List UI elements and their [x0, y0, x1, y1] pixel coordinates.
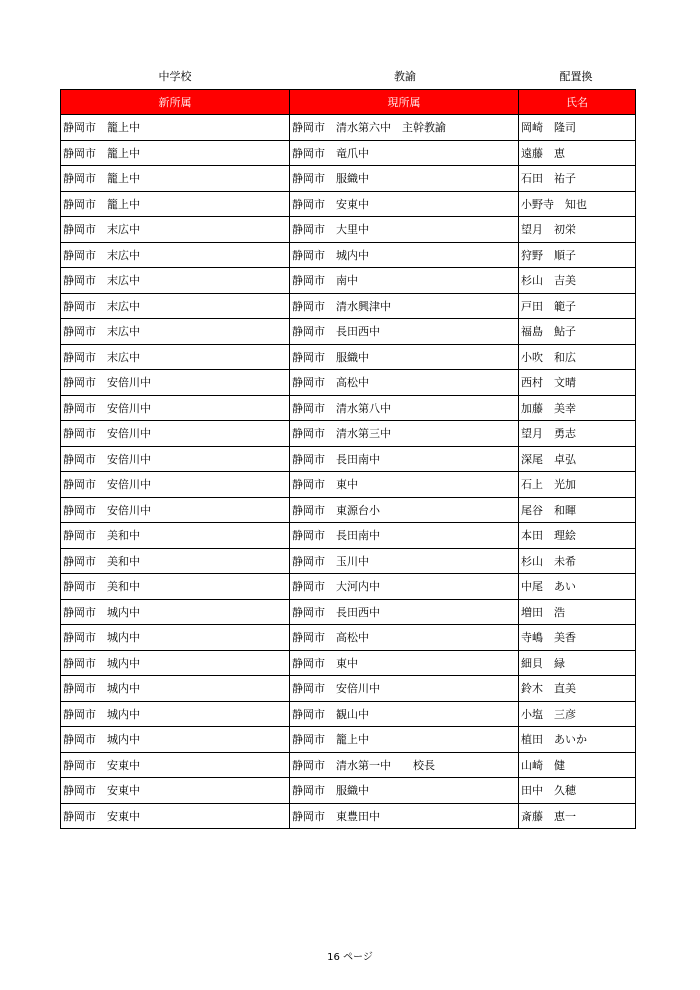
current-assignment-cell: 静岡市 東中 [290, 650, 519, 676]
name-cell: 杉山 吉美 [519, 268, 636, 294]
table-row [61, 115, 636, 141]
current-assignment-cell: 静岡市 長田西中 [290, 599, 519, 625]
new-assignment-cell: 静岡市 安倍川中 [61, 446, 290, 472]
name-cell: 西村 文晴 [519, 370, 636, 396]
current-assignment-cell: 静岡市 南中 [290, 268, 519, 294]
name-cell: 小野寺 知也 [519, 191, 636, 217]
new-assignment-cell: 静岡市 籠上中 [61, 140, 290, 166]
table-row [61, 523, 636, 549]
new-assignment-cell: 静岡市 末広中 [61, 242, 290, 268]
current-assignment-cell: 静岡市 清水第六中 主幹教諭 [290, 115, 519, 141]
table-row [61, 191, 636, 217]
table-row [61, 548, 636, 574]
table-row [61, 395, 636, 421]
current-assignment-cell: 静岡市 服織中 [290, 344, 519, 370]
name-cell: 細貝 緑 [519, 650, 636, 676]
new-assignment-cell: 静岡市 城内中 [61, 650, 290, 676]
table-row [61, 242, 636, 268]
table-row [61, 701, 636, 727]
new-assignment-cell: 静岡市 美和中 [61, 523, 290, 549]
table-row [61, 574, 636, 600]
current-assignment-cell: 静岡市 観山中 [290, 701, 519, 727]
name-cell: 寺嶋 美香 [519, 625, 636, 651]
new-assignment-cell: 静岡市 末広中 [61, 344, 290, 370]
new-assignment-cell: 静岡市 安倍川中 [61, 421, 290, 447]
new-assignment-cell: 静岡市 籠上中 [61, 191, 290, 217]
new-assignment-cell: 静岡市 城内中 [61, 701, 290, 727]
name-cell: 岡崎 隆司 [519, 115, 636, 141]
new-assignment-cell: 静岡市 安東中 [61, 803, 290, 829]
name-cell: 小吹 和広 [519, 344, 636, 370]
current-assignment-cell: 静岡市 東源台小 [290, 497, 519, 523]
new-assignment-cell: 静岡市 美和中 [61, 548, 290, 574]
current-assignment-cell: 静岡市 清水第三中 [290, 421, 519, 447]
name-cell: 本田 理絵 [519, 523, 636, 549]
current-assignment-cell: 静岡市 清水興津中 [290, 293, 519, 319]
current-assignment-cell: 静岡市 高松中 [290, 370, 519, 396]
name-cell: 戸田 範子 [519, 293, 636, 319]
new-assignment-cell: 静岡市 城内中 [61, 625, 290, 651]
name-cell: 中尾 あい [519, 574, 636, 600]
table-row [61, 166, 636, 192]
name-cell: 鈴木 直美 [519, 676, 636, 702]
current-assignment-cell: 静岡市 服織中 [290, 166, 519, 192]
name-cell: 小塩 三彦 [519, 701, 636, 727]
table-row [61, 752, 636, 778]
table-row [61, 599, 636, 625]
current-assignment-cell: 静岡市 大河内中 [290, 574, 519, 600]
current-assignment-cell: 静岡市 長田南中 [290, 446, 519, 472]
new-assignment-cell: 静岡市 安東中 [61, 778, 290, 804]
new-assignment-cell: 静岡市 籠上中 [61, 115, 290, 141]
table-row [61, 497, 636, 523]
table-row [61, 268, 636, 294]
current-assignment-header: 現所属 [290, 90, 519, 115]
name-cell: 山崎 健 [519, 752, 636, 778]
current-assignment-cell: 静岡市 清水第八中 [290, 395, 519, 421]
table-row [61, 344, 636, 370]
name-header: 氏名 [519, 90, 636, 115]
table-row [61, 727, 636, 753]
table-row [61, 650, 636, 676]
current-assignment-cell: 静岡市 東豊田中 [290, 803, 519, 829]
name-cell: 石田 祐子 [519, 166, 636, 192]
name-cell: 望月 勇志 [519, 421, 636, 447]
current-assignment-cell: 静岡市 玉川中 [290, 548, 519, 574]
table-row [61, 319, 636, 345]
new-assignment-cell: 静岡市 末広中 [61, 217, 290, 243]
table-row [61, 217, 636, 243]
caption-row [60, 68, 634, 86]
new-assignment-cell: 静岡市 城内中 [61, 599, 290, 625]
current-assignment-cell: 静岡市 長田南中 [290, 523, 519, 549]
table-row [61, 421, 636, 447]
current-assignment-cell: 静岡市 安倍川中 [290, 676, 519, 702]
new-assignment-header: 新所属 [61, 90, 290, 115]
name-cell: 福島 鮎子 [519, 319, 636, 345]
current-assignment-cell: 静岡市 長田西中 [290, 319, 519, 345]
table-row [61, 778, 636, 804]
current-assignment-cell: 静岡市 服織中 [290, 778, 519, 804]
table-body [61, 115, 636, 829]
new-assignment-cell: 静岡市 城内中 [61, 727, 290, 753]
new-assignment-cell: 静岡市 安倍川中 [61, 370, 290, 396]
current-assignment-cell: 静岡市 東中 [290, 472, 519, 498]
new-assignment-cell: 静岡市 安倍川中 [61, 497, 290, 523]
name-cell: 植田 あいか [519, 727, 636, 753]
name-cell: 狩野 順子 [519, 242, 636, 268]
new-assignment-cell: 静岡市 末広中 [61, 268, 290, 294]
name-cell: 杉山 未希 [519, 548, 636, 574]
name-cell: 遠藤 恵 [519, 140, 636, 166]
table-header [61, 90, 636, 115]
new-assignment-cell: 静岡市 安倍川中 [61, 395, 290, 421]
new-assignment-cell: 静岡市 城内中 [61, 676, 290, 702]
current-assignment-cell: 静岡市 竜爪中 [290, 140, 519, 166]
new-assignment-cell: 静岡市 末広中 [61, 293, 290, 319]
name-cell: 尾谷 和暉 [519, 497, 636, 523]
name-cell: 深尾 卓弘 [519, 446, 636, 472]
current-assignment-cell: 静岡市 清水第一中 校長 [290, 752, 519, 778]
transfer-type-caption: 配置換 [559, 70, 593, 83]
table-row [61, 140, 636, 166]
school-level-caption: 中学校 [158, 70, 192, 83]
current-assignment-cell: 静岡市 籠上中 [290, 727, 519, 753]
name-cell: 望月 初栄 [519, 217, 636, 243]
page-number: 16 ページ [327, 952, 373, 963]
new-assignment-cell: 静岡市 安東中 [61, 752, 290, 778]
name-cell: 石上 光加 [519, 472, 636, 498]
new-assignment-cell: 静岡市 末広中 [61, 319, 290, 345]
new-assignment-cell: 静岡市 美和中 [61, 574, 290, 600]
table-row [61, 446, 636, 472]
current-assignment-cell: 静岡市 大里中 [290, 217, 519, 243]
current-assignment-cell: 静岡市 安東中 [290, 191, 519, 217]
name-cell: 田中 久穂 [519, 778, 636, 804]
name-cell: 加藤 美幸 [519, 395, 636, 421]
table-row [61, 293, 636, 319]
current-assignment-cell: 静岡市 城内中 [290, 242, 519, 268]
position-caption: 教諭 [394, 70, 416, 83]
table-row [61, 803, 636, 829]
name-cell: 斎藤 恵一 [519, 803, 636, 829]
transfer-table [60, 89, 636, 829]
new-assignment-cell: 静岡市 安倍川中 [61, 472, 290, 498]
name-cell: 増田 浩 [519, 599, 636, 625]
table-row [61, 370, 636, 396]
header-row [61, 90, 636, 115]
table-row [61, 625, 636, 651]
new-assignment-cell: 静岡市 籠上中 [61, 166, 290, 192]
table-row [61, 472, 636, 498]
table-row [61, 676, 636, 702]
current-assignment-cell: 静岡市 高松中 [290, 625, 519, 651]
